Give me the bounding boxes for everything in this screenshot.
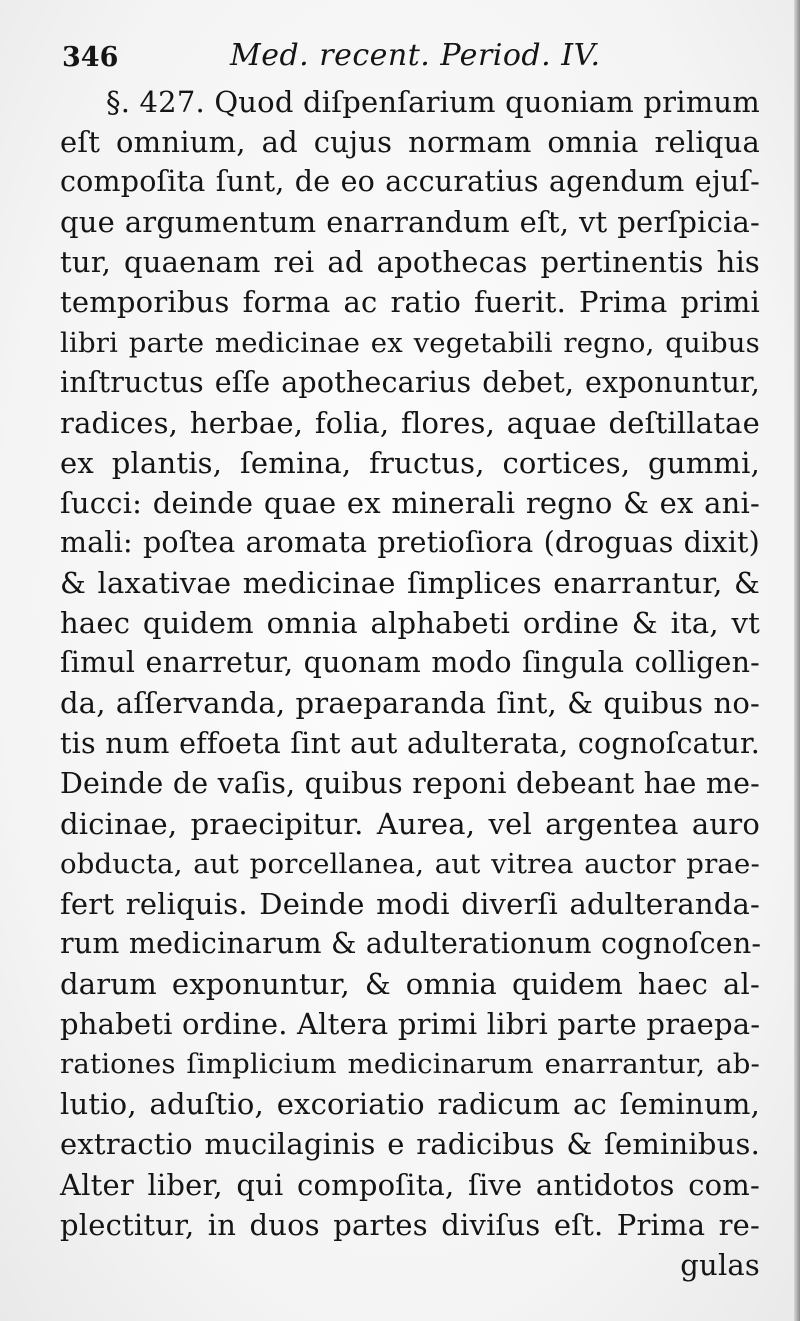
page-edge <box>794 0 800 1321</box>
text-line: obducta, aut porcellanea, aut vitrea auctor prae- <box>60 847 760 880</box>
text-line: & laxativae medicinae ſimplices enarrantur, & <box>60 566 760 601</box>
text-line: Deinde de vaſis, quibus reponi debeant hae me- <box>60 766 760 800</box>
catchword: gulas <box>680 1247 760 1282</box>
text-line: haec quidem omnia alphabeti ordine & ita, vt <box>60 606 760 641</box>
text-line: inſtructus eſſe apothecarius debet, exponuntur, <box>60 365 760 399</box>
text-line: darum exponuntur, & omnia quidem haec al- <box>60 967 760 1002</box>
text-line: phabeti ordine. Altera primi libri parte praepa- <box>60 1007 761 1042</box>
text-line: lutio, aduſtio, excoriatio radicum ac ſeminum, <box>60 1087 760 1122</box>
text-line: extractio mucilaginis e radicibus & ſeminibus. <box>60 1127 760 1162</box>
text-line: temporibus forma ac ratio fuerit. Prima primi <box>60 285 760 320</box>
text-line: ſimul enarretur, quonam modo ſingula colligen- <box>60 646 760 680</box>
text-line: da, aſſervanda, praeparanda ſint, & quibus no- <box>60 686 760 721</box>
text-line: compoſita ſunt, de eo accuratius agendum ejuſ- <box>60 165 760 199</box>
text-line: ſucci: deinde quae ex minerali regno & ex ani- <box>60 485 760 520</box>
text-line: libri parte medicinae ex vegetabili regno, quibus <box>60 326 760 359</box>
text-line: dicinae, praecipitur. Aurea, vel argentea auro <box>60 806 760 841</box>
page-header <box>62 38 622 88</box>
text-line: Alter liber, qui compoſita, ſive antidotos com- <box>60 1167 760 1202</box>
text-line: ex plantis, ſemina, fructus, cortices, gummi, <box>60 445 760 480</box>
text-line: tis num effoeta ſint aut adulterata, cognoſcatur. <box>60 726 760 760</box>
text-line: rationes ſimplicium medicinarum enarrantur, ab- <box>60 1048 760 1081</box>
text-line: plectitur, in duos partes diviſus eſt. Prima re- <box>60 1207 760 1242</box>
body-text <box>60 82 760 1285</box>
text-line: fert reliquis. Deinde modi diverſi adulteranda- <box>60 886 760 921</box>
text-line: §. 427. Quod diſpenſarium quoniam primum <box>106 85 760 119</box>
text-line: mali: poſtea aromata pretioſiora (droguas dixit) <box>60 526 760 560</box>
running-head: Med. recent. Period. IV. <box>230 38 601 73</box>
text-line: radices, herbae, folia, flores, aquae deſtillatae <box>60 405 760 440</box>
page-number: 346 <box>62 42 119 73</box>
text-line: rum medicinarum & adulterationum cognoſcen- <box>60 926 762 960</box>
text-line: tur, quaenam rei ad apothecas pertinentis his <box>60 245 760 280</box>
text-line: que argumentum enarrandum eſt, vt perſpicia- <box>60 205 760 240</box>
text-line: eſt omnium, ad cujus normam omnia reliqua <box>60 125 760 160</box>
